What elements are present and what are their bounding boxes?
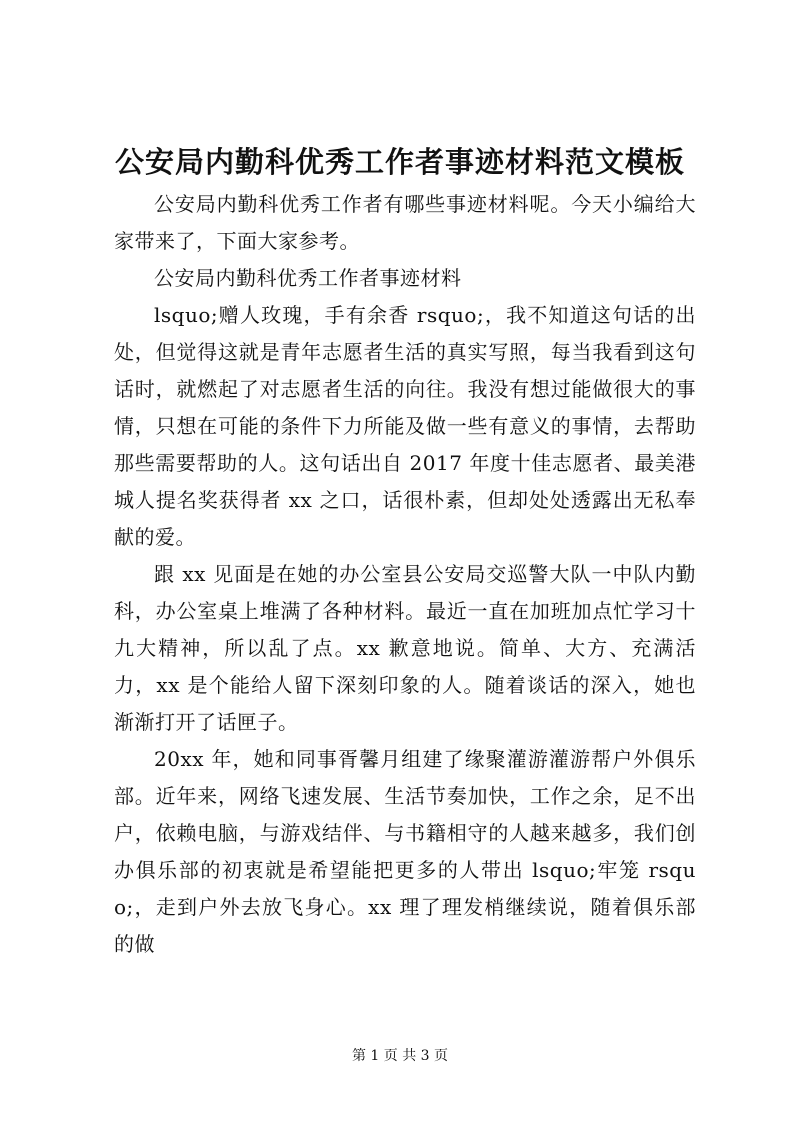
paragraph-quote: lsquo;赠人玫瑰，手有余香 rsquo;，我不知道这句话的出处，但觉得这就是青年志愿者生活的真实写照，每当我看到这句话时，就燃起了对志愿者生活的向往。我没有想过能做很大的事情，只想在可能的条件下力所能及做一些有意义的事情，去帮助那些需要帮助的人。这句话出自 2017 年度十佳志愿者、最美港城人提名奖获得者 xx 之口，话很朴素，但却处处透露出无私奉献的爱。 <box>114 303 696 549</box>
paragraph-intro: 公安局内勤科优秀工作者有哪些事迹材料呢。今天小编给大家带来了，下面大家参考。 <box>114 192 696 253</box>
paragraph-subheading: 公安局内勤科优秀工作者事迹材料 <box>154 266 462 290</box>
paragraph-club: 20xx 年，她和同事胥馨月组建了缘聚灌游灌游帮户外俱乐部。近年来，网络飞速发展、生活节奏加快，工作之余，足不出户，依赖电脑，与游戏结伴、与书籍相守的人越来越多，我们创办俱乐部的初衷就是希望能把更多的人带出 lsquo;牢笼 rsquo;，走到户外去放飞身心。xx 理了理发梢继续说，随着俱乐部的做 <box>114 747 696 956</box>
paragraph-meeting: 跟 xx 见面是在她的办公室县公安局交巡警大队一中队内勤科，办公室桌上堆满了各种材料。最近一直在加班加点忙学习十九大精神，所以乱了点。xx 歉意地说。简单、大方、充满活力，xx 是个能给人留下深刻印象的人。随着谈话的深入，她也渐渐打开了话匣子。 <box>114 562 696 734</box>
page-number-footer: 第 1 页 共 3 页 <box>351 1048 449 1064</box>
document-body <box>114 186 696 963</box>
document-title: 公安局内勤科优秀工作者事迹材料范文模板 <box>114 145 685 179</box>
